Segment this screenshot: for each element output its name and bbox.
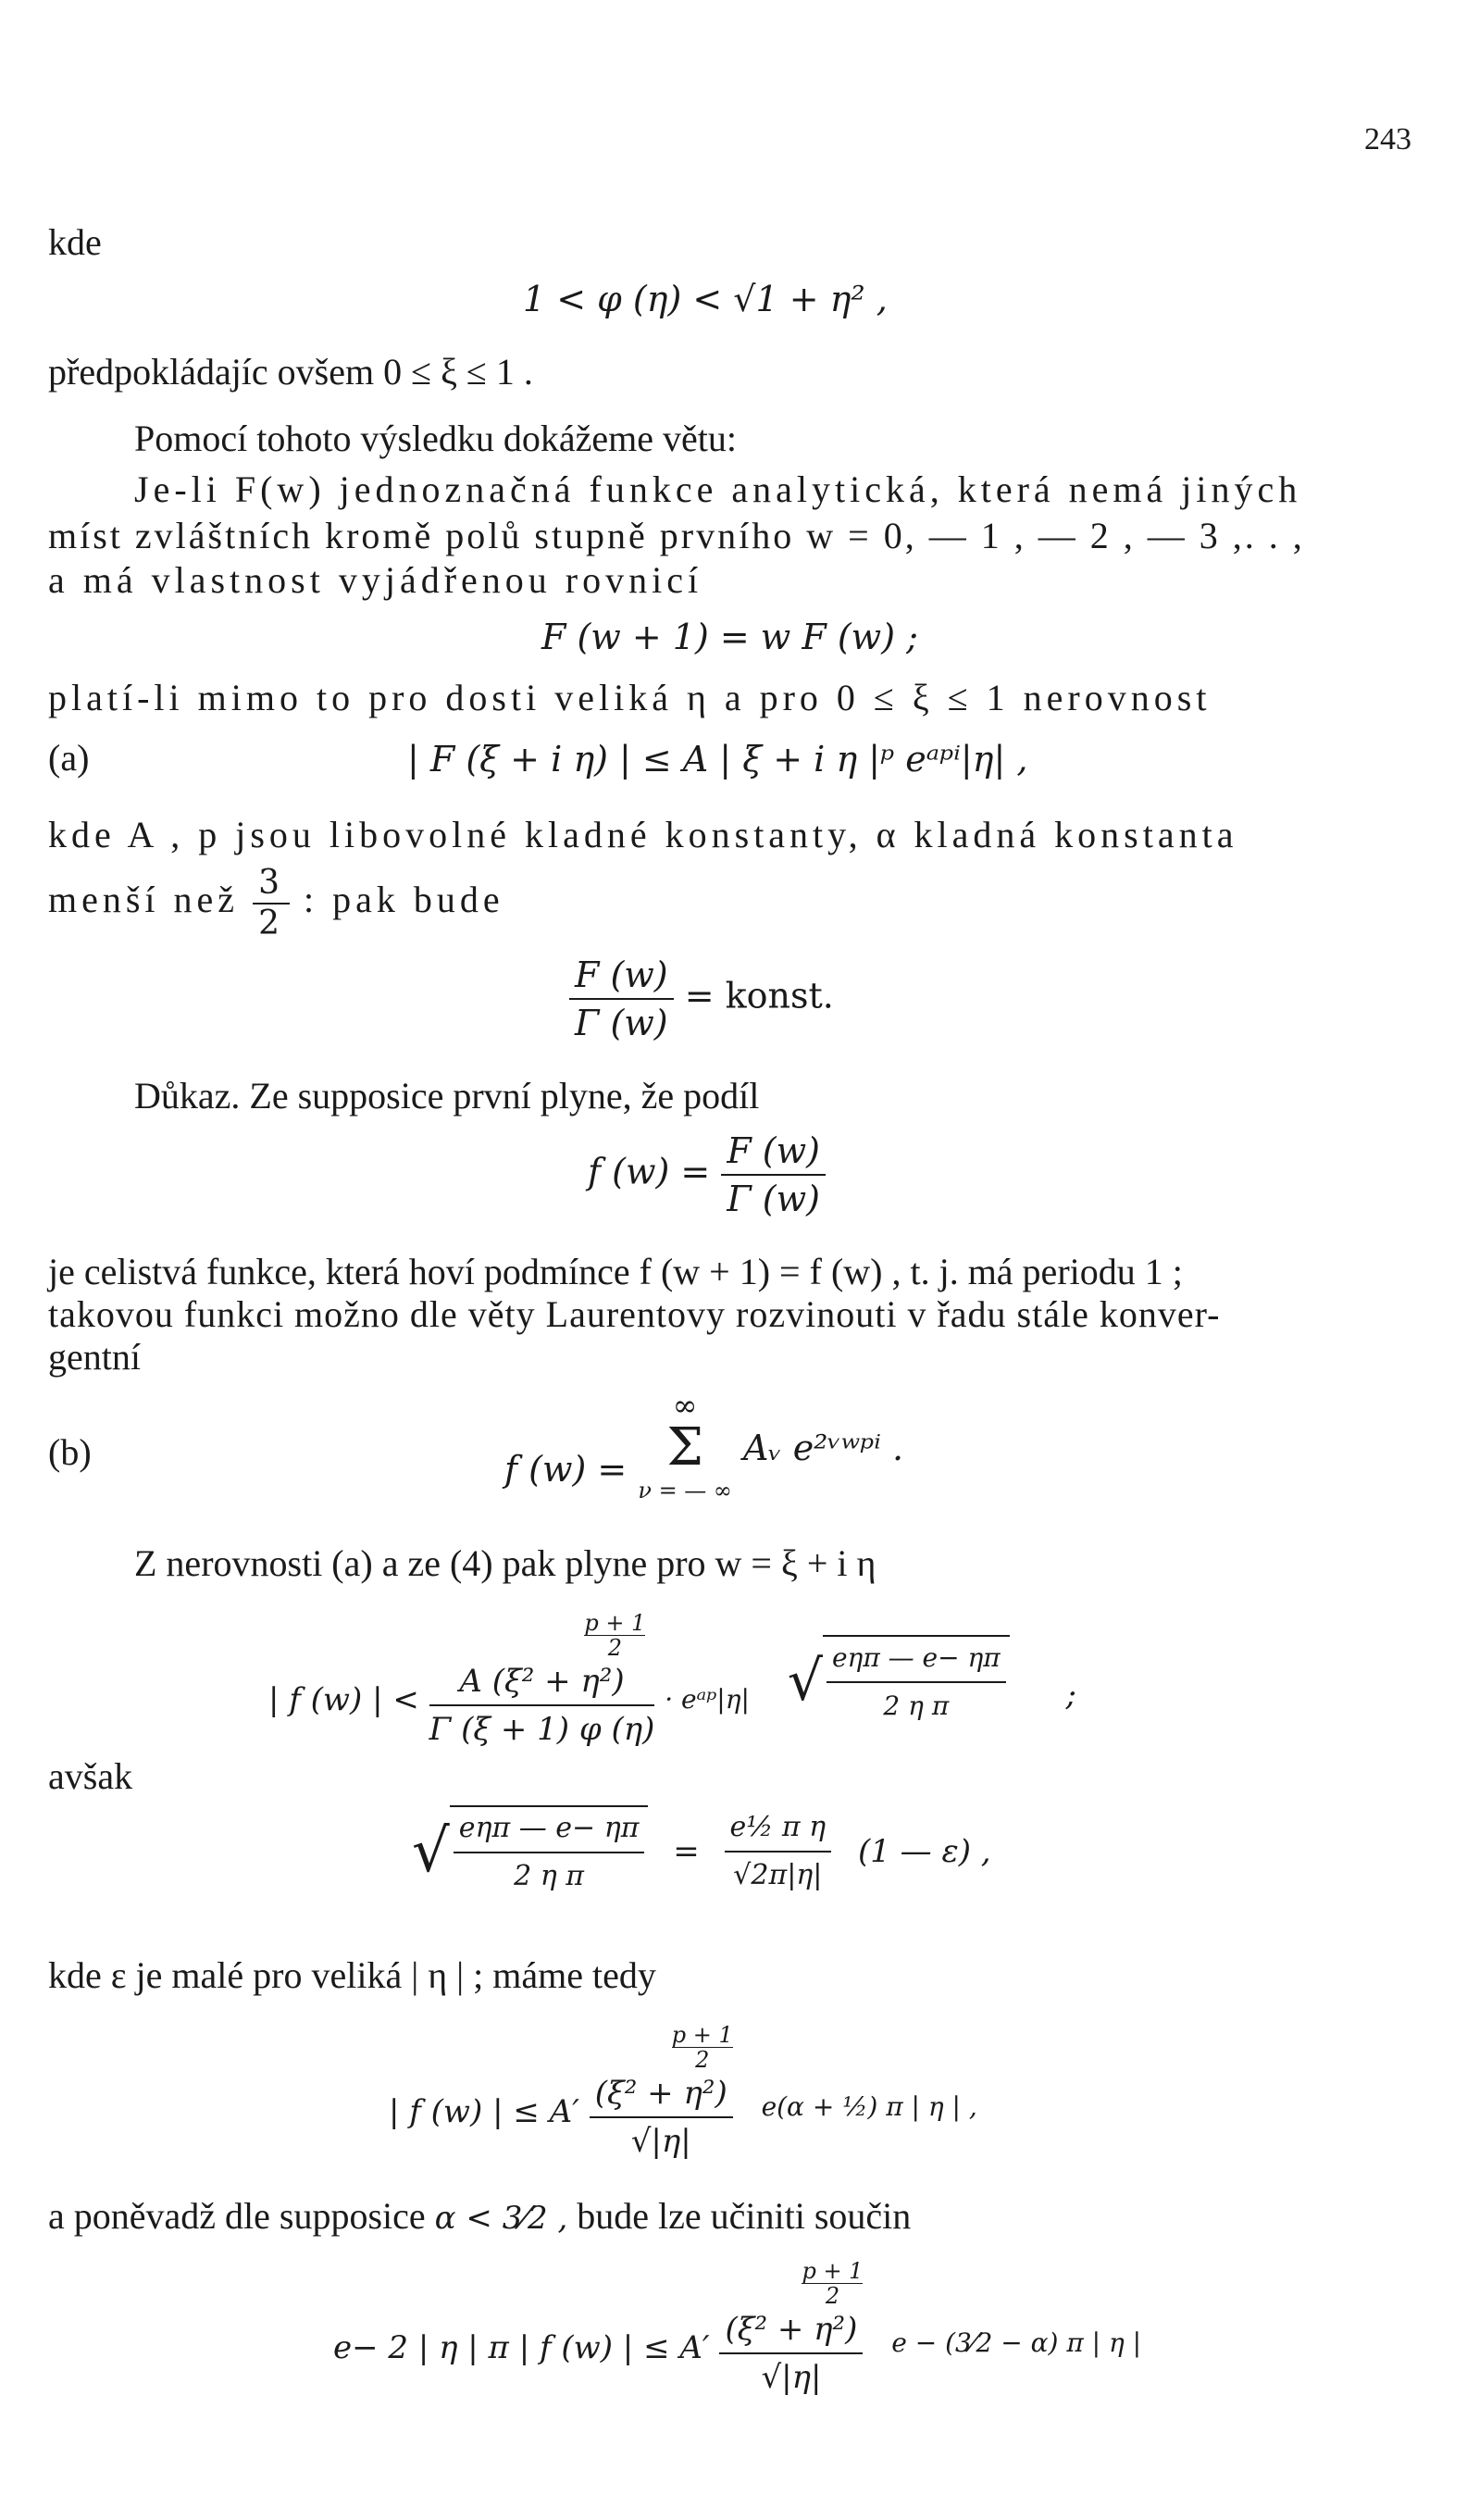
text-fragment: bude lze učiniti součin [577,2195,912,2237]
fraction-numerator: eηπ — e− ηπ [827,1637,1006,1683]
exponent-denominator: 2 [825,2283,840,2309]
equals-sign: = [673,1833,700,1870]
fraction-group [429,1611,655,1751]
sqrt-symbol: √ [787,1648,823,1714]
sigma-symbol: Σ [666,1417,703,1478]
fraction-F-over-Gamma [721,1129,826,1220]
text-fragment: : pak bude [303,879,504,921]
fraction-exp-over-sqrt [725,1806,832,1897]
fraction-numerator: A (ξ² + η²) [429,1660,655,1706]
exponent [429,1611,655,1660]
exponent-denominator: 2 [607,1635,623,1661]
theorem-line [48,866,504,942]
fraction-denominator: √2π|η| [733,1859,823,1891]
equation-bound-phi: 1 < φ (η) < √1 + η² , [523,279,888,319]
fraction-denominator: Γ (w) [575,1003,668,1043]
fraction-three-halves [253,866,290,942]
sum-lower-limit: ν = — ∞ [638,1478,732,1503]
exponent [719,2259,863,2308]
fraction-sqrt [823,1635,1010,1728]
fraction-numerator: (ξ² + η²) [719,2308,863,2354]
exponent [590,2023,733,2072]
sqrt-expression [788,1635,1010,1728]
equation-label-a: (a) [48,737,90,779]
equation-sqrt-approx [412,1805,991,1898]
fraction-denominator: 2 [258,904,284,942]
equation-conclusion [569,954,834,1044]
equation-rhs: Aᵥ e²ᵛʷᵖⁱ . [743,1428,904,1468]
text-line: Pomocí tohoto výsledku dokážeme větu: [134,418,737,459]
exponent-numerator: p + 1 [802,2258,864,2284]
equation-estimate-2 [389,2023,977,2163]
equation-rhs: (1 — ε) , [857,1833,991,1870]
fraction-denominator: √|η| [761,2359,822,2396]
proof-line: Důkaz. Ze supposice první plyne, že podíl [134,1075,760,1117]
exponent-numerator: p + 1 [671,2022,733,2048]
exp-factor: e − (3⁄2 − α) π | η | [891,2327,1142,2358]
sqrt-symbol: √ [412,1817,450,1886]
equation-a: | F (ξ + i η) | ≤ A | ξ + i η |ᵖ eᵃᵖⁱ|η| , [407,739,1028,780]
theorem-line: a má vlastnost vyjádřenou rovnicí [48,559,703,601]
exponent-numerator: p + 1 [584,1610,646,1636]
proof-line: gentní [48,1336,141,1378]
proof-line: avšak [48,1755,133,1797]
sqrt-expression [412,1805,648,1898]
fraction-denominator: Γ (w) [727,1179,820,1219]
proof-line: je celistvá funkce, která hoví podmínce f (w + 1) = f (w) , t. j. má periodu 1 ; [48,1251,1183,1292]
fraction-main [590,2072,733,2163]
semicolon: ; [1065,1676,1076,1714]
equation-rhs: = konst. [684,975,834,1017]
page-number: 243 [1364,122,1411,156]
equation-lhs: | f (w) | ≤ A′ [389,2092,579,2130]
equation-functional: F (w + 1) = w F (w) ; [541,617,918,657]
fraction-numerator: eηπ — e− ηπ [454,1807,645,1853]
equation-lhs: | f (w) | < [268,1680,419,1718]
fraction-sqrt [450,1805,649,1898]
equation-label-b: (b) [48,1431,92,1473]
text-fragment: sice [367,2195,426,2237]
fraction-main [719,2308,863,2399]
theorem-line: kde A , p jsou libovolné kladné konstanty, α kladná konstanta [48,814,1238,855]
theorem-line: míst zvláštních kromě polů stupně prvního w = 0, — 1 , — 2 , — 3 ,. . , [48,515,1305,556]
fraction-F-over-Gamma [569,954,674,1044]
proof-line: takovou funkci možno dle věty Laurentovy rozvinouti v řadu stále konver- [48,1293,1221,1335]
text-fragment: a poněvadž dle suppo [48,2195,368,2237]
fraction-denominator: 2 η π [883,1690,950,1721]
fraction-denominator: √|η| [630,2123,691,2160]
equation-lhs: f (w) = [504,1448,628,1490]
inequality-alpha: α < 3⁄2 , [434,2200,568,2237]
fraction-numerator: F (w) [569,954,674,1000]
fraction-denominator: 2 η π [514,1860,585,1892]
equation-b-series [504,1389,903,1507]
text-line: předpokládajíc ovšem 0 ≤ ξ ≤ 1 . [48,351,533,393]
fraction-main [429,1660,655,1751]
equation-quotient [588,1129,826,1220]
fraction-numerator: F (w) [721,1129,826,1176]
fraction-group [719,2259,863,2399]
equation-lhs: e− 2 | η | π | f (w) | ≤ A′ [333,2328,710,2366]
proof-line: Z nerovnosti (a) a ze (4) pak plyne pro w = ξ + i η [134,1542,876,1584]
equation-estimate-3 [333,2259,1141,2399]
fraction-group [590,2023,733,2163]
text-fragment: menší než [48,879,240,921]
proof-line [48,2194,911,2239]
equation-estimate-1 [268,1611,1076,1751]
exp-factor: · eᵃᵖ|η| [665,1683,750,1715]
exp-factor: e(α + ½) π | η | , [761,2090,977,2122]
fraction-numerator: e½ π η [725,1806,832,1853]
summation [638,1389,732,1507]
fraction-numerator: 3 [253,866,290,904]
sum-upper-limit: ∞ [672,1388,698,1423]
theorem-line: Je-li F(w) jednoznačná funkce analytická, která nemá jiných [134,468,1302,510]
exponent-denominator: 2 [695,2047,710,2073]
equation-lhs: f (w) = [588,1151,711,1192]
proof-line: kde ε je malé pro veliká | η | ; máme tedy [48,1954,656,1996]
theorem-line: platí-li mimo to pro dosti veliká η a pro 0 ≤ ξ ≤ 1 nerovnost [48,677,1212,718]
fraction-numerator: (ξ² + η²) [590,2072,733,2118]
fraction-denominator: Γ (ξ + 1) φ (η) [429,1711,655,1748]
text-line: kde [48,221,102,263]
